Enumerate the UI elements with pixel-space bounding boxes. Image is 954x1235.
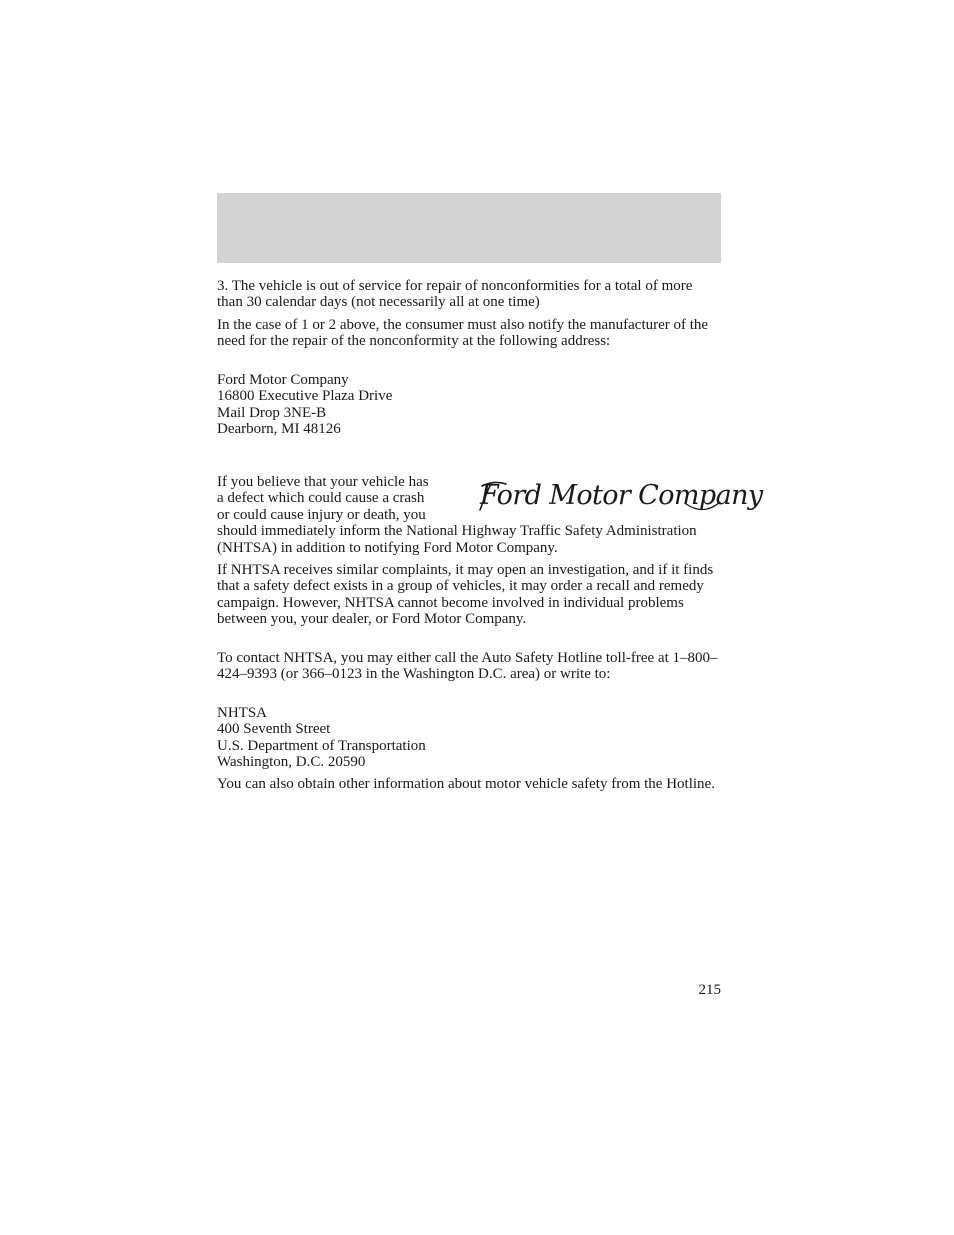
nhtsa-address — [217, 705, 721, 771]
section-header-bar — [217, 193, 721, 263]
address-line: Mail Drop 3NE-B — [217, 404, 327, 421]
address-line: NHTSA — [217, 705, 268, 721]
ford-motor-company-logo — [472, 474, 763, 518]
paragraph-notify-manufacturer: In the case of 1 or 2 above, the consumer must also notify the manufacturer of the need for the repair of the nonconformity at the following address: — [217, 317, 709, 350]
paragraph-nhtsa-investigation: If NHTSA receives similar complaints, it may open an investigation, and if it finds that a safety defect exists in a group of vehicles, it may order a recall and remedy campaign. However, NHTSA cannot become involved in individual problems between you, your dealer, or Ford Motor Company. — [217, 562, 714, 628]
address-line: Washington, D.C. 20590 — [217, 754, 366, 771]
page-number: 215 — [698, 982, 721, 998]
paragraph-line: or could cause injury or death, you — [217, 506, 426, 523]
paragraph-line: should immediately inform the National Highway Traffic Safety Administration (NHTSA) in addition to notifying Ford Motor Company. — [217, 523, 697, 556]
paragraph-line: If you believe that your vehicle has — [217, 474, 429, 490]
address-line: Dearborn, MI 48126 — [217, 421, 341, 438]
address-line: 16800 Executive Plaza Drive — [217, 388, 393, 405]
address-line: 400 Seventh Street — [217, 721, 331, 738]
address-line: Ford Motor Company — [217, 372, 349, 388]
paragraph-line: a defect which could cause a crash — [217, 490, 425, 507]
paragraph-hotline-info: You can also obtain other information about motor vehicle safety from the Hotline. — [217, 776, 715, 792]
ford-address — [217, 372, 721, 438]
paragraph-out-of-service: 3. The vehicle is out of service for repair of nonconformities for a total of more than 30 calendar days (not necessarily all at one time) — [217, 278, 693, 311]
address-line: U.S. Department of Transportation — [217, 737, 426, 754]
paragraph-contact-nhtsa: To contact NHTSA, you may either call the Auto Safety Hotline toll-free at 1–800–424–9393 (or 366–0123 in the Washington D.C. area) or write to: — [217, 650, 718, 683]
logo-text: Ford Motor Company — [480, 480, 763, 511]
ford-script-icon — [472, 474, 763, 518]
